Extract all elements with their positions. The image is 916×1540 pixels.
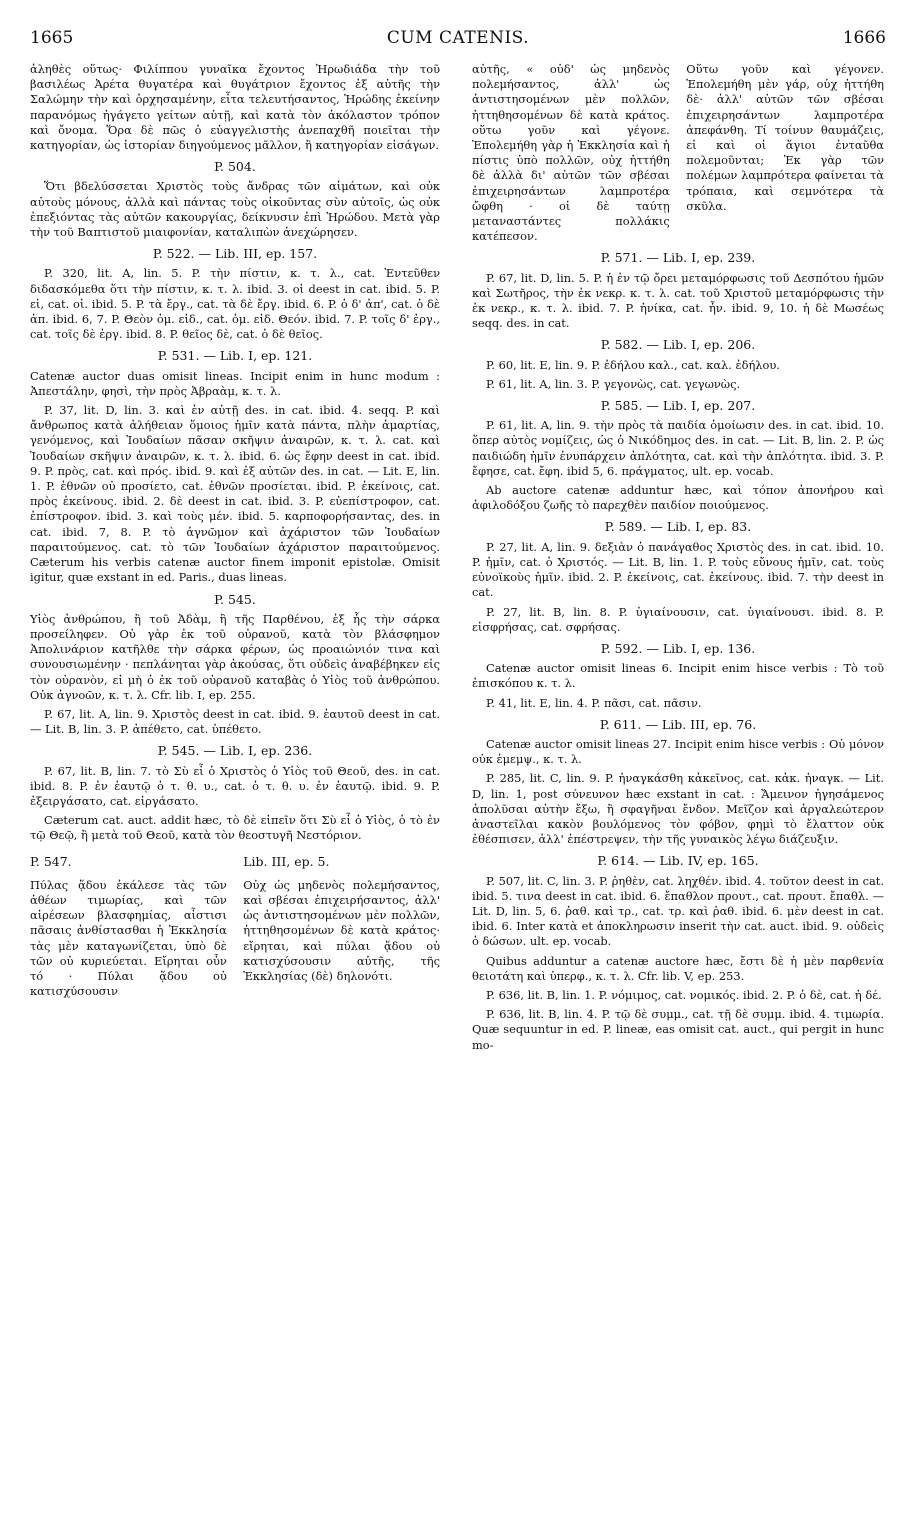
paragraph: P. 507, lit. C, lin. 3. P. ῥηθὲν, cat. ληχθέν. ibid. 4. τοῦτον deest in cat. ibid. 5. τινα deest in cat. ibid. 6. ἔπαθλον προυτ., cat. προυτ. ἔπαθλ. — Lit. D, lin. 5, 6. ῥαθ. καὶ τρ., cat. τρ. καὶ ῥαθ. ibid. 6. μὲν deest in cat. ibid. 6. Inter κατὰ et ἀποκληρωσιν inserit τὴν cat. auct. ibid. 9. οὐδεὶς ὁ δώσων. ult. ep. vocab. (472, 873, 884, 949)
paragraph: Ab auctore catenæ adduntur hæc, καὶ τόπον ἀπονήρου καὶ ἀφιλοδόξου ζωῆς τὸ παρεχθὲν παιδίον ποιούμενος. (472, 483, 884, 513)
section-heading: P. 611. — Lib. III, ep. 76. (599, 716, 757, 732)
section-heading: P. 531. — Lib. I, ep. 121. (157, 348, 313, 364)
section-heading: P. 614. — Lib. IV, ep. 165. (597, 853, 759, 869)
section-heading: P. 582. — Lib. I, ep. 206. (600, 337, 756, 353)
paragraph: P. 636, lit. B, lin. 4. P. τῷ δὲ συμμ., cat. τῇ δὲ συμμ. ibid. 4. τιμωρία. Quæ sequuntur in ed. P. lineæ, eas omisit cat. auct., qui pergit in hunc mo- (472, 1007, 884, 1052)
paragraph: P. 320, lit. A, lin. 5. P. τὴν πίστιν, κ. τ. λ., cat. Ἐντεῦθεν διδασκόμεθα ὅτι τὴν πίστιν, κ. τ. λ. ibid. 3. οἱ deest in cat. ibid. 5. P. εἰ, cat. οἱ. ibid. 5. P. τὰ ἔργ., cat. τὰ δὲ ἔργ. ibid. 6. P. ὁ δ' ἀπ', cat. ὁ δὲ ἀπ. ibid. 6, 7. P. Θεὸν ὁμ. εἰδ., cat. ὁμ. εἰδ. Θεόν. ibid. 7. P. τοῖς δ' ἐργ., cat. τοῖς δὲ ἐργ. ibid. 8. P. θεῖος δὲ, cat. ὁ δὲ θεῖος. (30, 266, 440, 342)
paragraph: P. 27, lit. A, lin. 9. δεξιὰν ὁ πανάγαθος Χριστὸς des. in cat. ibid. 10. P. ἡμῖν, cat. ὁ Χριστός. — Lit. B, lin. 1. P. τοὺς εὔνους ἡμῖν, cat. τοὺς εὐνοϊκοὺς ἡμῖν. ibid. 2. P. ἐκείνοις, cat. ἐκείνους. ibid. 7. τὴν deest in cat. (472, 539, 884, 600)
paragraph: P. 636, lit. B, lin. 1. P. νόμιμος, cat. νομικός. ibid. 2. P. ὁ δὲ, cat. ἡ δέ. (486, 987, 882, 1002)
parallel-headings (30, 848, 440, 874)
section-heading: P. 571. — Lib. I, ep. 239. (600, 250, 756, 266)
section-heading: P. 545. — Lib. I, ep. 236. (157, 743, 313, 759)
paragraph: P. 285, lit. C, lin. 9. P. ἠναγκάσθη κἀκεῖνος, cat. κἀκ. ἠναγκ. — Lit. D, lin. 1, post σύνευνον hæc exstant in cat. : Ἄμεινον ἡγησάμενος ἀπολῦσαι αὐτὴν ἔξω, ἢ σφαγῆναι ἔνδον. Μεῖζον καὶ ἀργαλεώτερον ἀναστεῖλαι κακὸν βουλόμενος τὸν φόβον, φημὶ τὸ ἔλαττον οὐκ ἐθέσπισεν, ἀλλ' ἐπέστρεψεν, τὴν τῆς γυναικὸς λέγω διάζευξιν. (472, 771, 884, 847)
paragraph: P. 27, lit. B, lin. 8. P. ὑγιαίνουσιν, cat. ὑγιαίνουσι. ibid. 8. P. εἰσφρήσας, cat. σφρήσας. (472, 604, 884, 634)
paragraph: P. 41, lit. E, lin. 4. P. πᾶσι, cat. πᾶσιν. (486, 695, 702, 710)
section-heading: P. 547. (30, 853, 72, 869)
page-header (22, 28, 894, 58)
paragraph: Ὅτι βδελύσσεται Χριστὸς τοὺς ἄνδρας τῶν αἱμάτων, καὶ οὐκ αὐτοὺς μόνους, ἀλλὰ καὶ πάντας τοὺς οἰκοῦντας σὺν αὐτοῖς, ὡς οὐκ ἐπεξιόντας τὰς αὐτῶν κακουργίας, δείκνυσιν ἐπὶ Ἡρώδου. Μετὰ γὰρ τὴν τοῦ Βαπτιστοῦ μιαιφονίαν, καταλιπὼν ἀνεχώρησεν. (30, 179, 440, 240)
paragraph: Quibus adduntur a catenæ auctore hæc, ἔστι δὲ ἡ μὲν παρθενία θειοτάτη καὶ ὑπερφ., κ. τ. λ. Cfr. lib. V, ep. 253. (472, 953, 884, 983)
paragraph: P. 60, lit. E, lin. 9. P. ἐδήλου καλ., cat. καλ. ἐδήλου. (486, 357, 780, 372)
right-column (472, 62, 884, 1057)
paragraph: Catenæ auctor omisit lineas 27. Incipit enim hisce verbis : Οὐ μόνον οὐκ ἐμεμψ., κ. τ. λ. (472, 736, 884, 767)
section-heading: P. 522. — Lib. III, ep. 157. (152, 246, 318, 262)
paragraph: ἀληθὲς οὕτως· Φιλίππου γυναῖκα ἔχοντος Ἡρωδιάδα τὴν τοῦ βασιλέως Ἀρέτα θυγατέρα καὶ θυγάτριον ἔχοντος ἐξ αὐτῆς τὴν Σαλώμην τὴν καὶ ὀρχησαμένην, εἶτα τελευτήσαντος, Ἡρώδης ἐκείνην παρανόμως ἠγάγετο γείτων αὐτῇ, καὶ κατὰ τὸν ἀκόλαστον τρόπον καὶ ὄνομα. Ὅρα δὲ πῶς ὁ εὐαγγελιστὴς ἀνεπαχθῆ ποιεῖται τὴν κατηγορίαν, ὡς ἱστορίαν διηγούμενος μᾶλλον, ἢ κατηγορίαν εἰσάγων. (30, 62, 440, 153)
right-page-number: 1666 (842, 28, 886, 48)
section-heading: Lib. III, ep. 5. (243, 853, 330, 869)
parallel-text-right: Οὐχ ὡς μηδενὸς πολεμήσαντος, καὶ σβέσαι ἐπιχειρήσαντος, ἀλλ' ὡς ἀντιστησομένων μὲν πολλῶν, ἡττηθησομένων δὲ κατὰ κράτος· εἴρηται, καὶ πύλαι ᾅδου οὐ κατισχύσουσιν αὐτῆς, τῆς Ἐκκλησίας (δὲ) δηλονότι. (243, 877, 440, 983)
paragraph: P. 67, lit. D, lin. 5. P. ἡ ἐν τῷ ὄρει μεταμόρφωσις τοῦ Δεσπότου ἡμῶν καὶ Σωτῆρος, τὴν ἐκ νεκρ. κ. τ. λ. cat. τοῦ Χριστοῦ μεταμόρφωσις τὴν ἐκ νεκρ., κ. τ. λ. ibid. 7. P. ἡνίκα, cat. ἦν. ibid. 9, 10. ἡ δὲ Μωσέως seqq. des. in cat. (472, 270, 884, 331)
parallel-texts (472, 62, 884, 244)
section-heading: P. 545. (214, 591, 256, 607)
parallel-texts (30, 878, 440, 1000)
paragraph: P. 37, lit. D, lin. 3. καὶ ἐν αὐτῇ des. in cat. ibid. 4. seqq. P. καὶ ἄνθρωπος κατὰ ἀλήθειαν ὅμοιος ἡμῖν κατὰ πάντα, πλὴν ἁμαρτίας, γενόμενος, καὶ Ἰουδαίων πᾶσαν σκῆψιν ἀναιρῶν, κ. τ. λ. cat. καὶ Ἰουδαίων σκῆψιν ἀναιρῶν, κ. τ. λ. ibid. 6. ὡς ἔφην deest in cat. ibid. 9. P. πρὸς, cat. καὶ πρός. ibid. 9. καὶ ἐξ αὐτῶν des. in cat. — Lit. E, lin. 1. P. ἐθνῶν οὐ προσίετο, cat. ἐθνῶν προσίεται. ibid. P. ἐκείνοις, cat. πρὸς ἐκείνους. ibid. 2. δὲ deest in cat. ibid. 3. P. εὐεπίστροφον, cat. ἐπίστροφον. ibid. 3. καὶ τοὺς μέν. ibid. 5. καρποφορήσαντας, des. in cat. ibid. 7, 8. P. τὸ ἀγνῶμον καὶ ἀχάριστον τῶν Ἰουδαίων παραιτούμενος. cat. τὸ τῶν Ἰουδαίων ἀχάριστον παραιτούμενος. Cæterum his verbis catenæ auctor finem imponit epistolæ. Omisit igitur, quæ exstant in ed. Paris., duas lineas. (30, 403, 440, 585)
parallel-text-left: αὐτῆς, « οὐδ' ὡς μηδενὸς πολεμήσαντος, ἀλλ' ὡς ἀντιστησομένων μὲν πολλῶν, ἡττηθησομένων δὲ κατὰ κράτος. οὕτω γοῦν καὶ γέγονε. Ἐπολεμήθη γὰρ ἡ Ἐκκλησία καὶ ἡ πίστις ὑπὸ πολλῶν, οὐχ ἡττήθη δὲ ἀλλὰ δι' αὐτῶν τῶν σβέσαι ἐπιχειρησάντων λαμπροτέρα ὤφθη · οἱ δὲ ταύτῃ μεταναστάντες πολλάκις κατέπεσον. (472, 62, 670, 244)
paragraph: P. 67, lit. B, lin. 7. τὸ Σὺ εἶ ὁ Χριστὸς ὁ Υἱὸς τοῦ Θεοῦ, des. in cat. ibid. 8. P. ἐν ἑαυτῷ ὁ τ. θ. υ., cat. ὁ τ. θ. υ. ἐν ἑαυτῷ. ibid. 9. P. ἐξειργάσατο, cat. εἰργάσατο. (30, 763, 440, 808)
parallel-text-left: Πύλας ᾅδου ἐκάλεσε τὰς τῶν ἀθέων τιμωρίας, καὶ τῶν αἱρέσεων βλασφημίας, αἷστισι πᾶσαις ἀνθίστασθαι ἡ Ἐκκλησία τὰς μὲν καταγωνίζεται, ὑπὸ δὲ τῶν οὐ κυριεύεται. Εἴρηται οὖν τό · Πύλαι ᾅδου οὐ κατισχύσουσιν (30, 877, 227, 999)
section-heading: P. 589. — Lib. I, ep. 83. (604, 519, 752, 535)
paragraph: Catenæ auctor duas omisit lineas. Incipit enim in hunc modum : Ἀπεστάλην, φησὶ, τὴν πρὸς Ἀβραὰμ, κ. τ. λ. (30, 368, 440, 398)
left-column (30, 62, 440, 1003)
paragraph: P. 61, lit. A, lin. 9. τὴν πρὸς τὰ παιδία ὁμοίωσιν des. in cat. ibid. 10. ὅπερ αὐτὸς νομίζεις, ὡς ὁ Νικόδημος des. in cat. — Lit. B, lin. 2. P. ὡς παιδιώδη ἡμῖν ἐνυπάρχειν ἀπλότητα, cat. καὶ τὴν ἁπλότητα. ibid. 3. P. ἔφησε, cat. ἔφη. ibid 5, 6. πράγματος, ult. ep. vocab. (472, 418, 884, 478)
left-page-number: 1665 (30, 28, 74, 48)
section-heading: P. 504. (214, 159, 256, 175)
running-title: CUM CATENIS. (386, 28, 530, 48)
parallel-text-right: Οὕτω γοῦν καὶ γέγονεν. Ἐπολεμήθη μὲν γάρ, οὐχ ἡττήθη δὲ· ἀλλ' αὐτῶν τῶν σβέσαι ἐπιχειρησάντων λαμπροτέρα ἀπεφάνθη. Τί τοίνυν θαυμάζεις, εἰ καὶ οἱ ἅγιοι ἐνταῦθα πολεμοῦνται; Ἐκ γὰρ τῶν πολέμων λαμπρότερα φαίνεται τὰ τρόπαια, καὶ σεμνότερα τὰ σκῦλα. (686, 62, 884, 213)
section-heading: P. 592. — Lib. I, ep. 136. (600, 640, 756, 656)
paragraph: Catenæ auctor omisit lineas 6. Incipit enim hisce verbis : Τὸ τοῦ ἐπισκόπου κ. τ. λ. (472, 661, 884, 691)
paragraph: Cæterum cat. auct. addit hæc, τὸ δὲ εἰπεῖν ὅτι Σὺ εἶ ὁ Υἱὸς, ὁ τὸ ἐν τῷ Θεῷ, ἢ μετὰ τοῦ Θεοῦ, κατὰ τὸν θεοστυγῆ Νεστόριον. (30, 813, 440, 843)
section-heading: P. 585. — Lib. I, ep. 207. (600, 398, 756, 414)
paragraph: Υἱὸς ἀνθρώπου, ἢ τοῦ Ἀδὰμ, ἢ τῆς Παρθένου, ἐξ ἧς τὴν σάρκα προσείληφεν. Οὐ γὰρ ἐκ τοῦ οὐρανοῦ, κατὰ τὸν βλάσφημον Ἀπολινάριον κατῆλθε τὴν σάρκα φέρων, ὡς προαιώνιόν τινα καὶ συνουσιωμένην · πεπλάνηται γὰρ ἀκούσας, ὅτι οὐδεὶς ἀναβέβηκεν εἰς τὸν οὐρανὸν, εἰ μὴ ὁ ἐκ τοῦ οὐρανοῦ καταβὰς ὁ Υἱὸς τοῦ ἀνθρώπου. Οὐκ ἀγνοῶν, κ. τ. λ. Cfr. lib. I, ep. 255. (30, 611, 440, 702)
paragraph: P. 67, lit. A, lin. 9. Χριστὸς deest in cat. ibid. 9. ἑαυτοῦ deest in cat. — Lit. B, lin. 3. P. ἀπέθετο, cat. ὑπέθετο. (30, 706, 440, 737)
paragraph: P. 61, lit. A, lin. 3. P. γεγονὼς, cat. γεγωνὼς. (486, 376, 741, 391)
